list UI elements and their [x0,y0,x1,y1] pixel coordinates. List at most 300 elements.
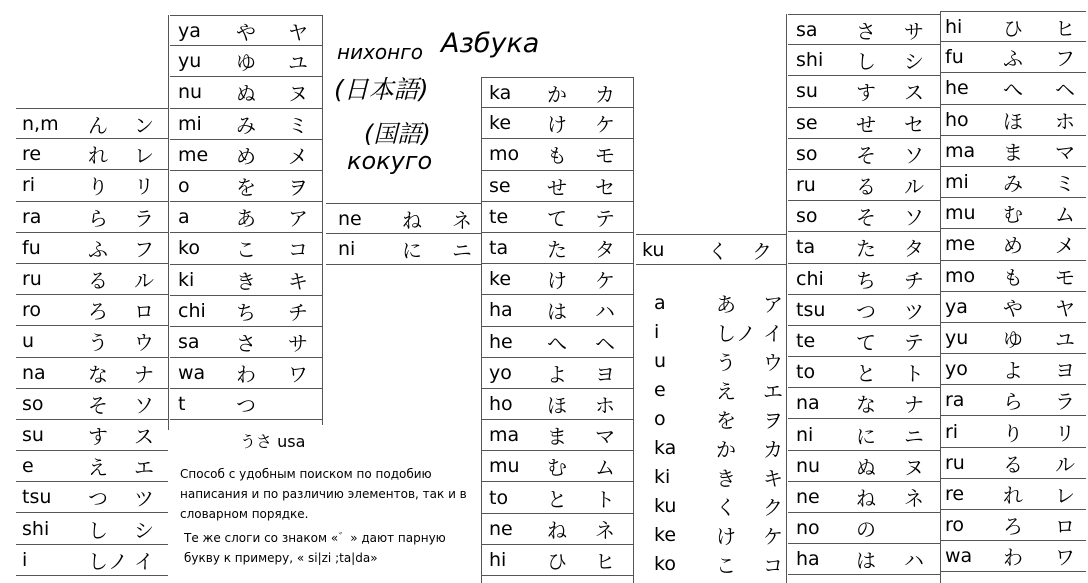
romaji-label: ra [22,205,42,228]
kana-row [941,261,1086,292]
katakana-glyph: キ [763,466,783,490]
hiragana-glyph: な [88,362,108,387]
katakana-glyph: ミ [1055,171,1075,196]
katakana-glyph: ス [904,80,924,105]
divider [633,77,634,583]
romaji-label: yu [945,326,969,349]
hiragana-glyph: む [547,455,567,480]
kana-row [941,385,1086,416]
hiragana-glyph: め [1003,233,1023,258]
hiragana-glyph: あ [716,292,736,316]
katakana-glyph: リ [1055,421,1075,446]
romaji-label: ki [654,465,671,488]
hiragana-glyph: き [236,269,256,294]
katakana-glyph: ヤ [288,20,308,45]
katakana-glyph: レ [134,143,154,168]
hiragana-glyph: る [88,268,108,293]
kana-column-2 [170,15,322,420]
hiragana-glyph: た [856,236,876,261]
title-kokugo-jp: (国語) [364,120,431,148]
kana-row [788,170,940,201]
hiragana-glyph: れ [1003,483,1023,508]
kana-row [636,317,786,346]
hiragana-glyph: つ [856,299,876,324]
title-nihongo-ru: нихонго [337,40,423,64]
hiragana-glyph: や [236,20,256,45]
kana-row [788,108,940,139]
romaji-label: ka [489,81,512,104]
katakana-glyph: ネ [904,486,924,511]
romaji-label: se [489,174,511,197]
katakana-glyph: ワ [288,362,308,387]
kana-row [941,323,1086,354]
romaji-label: t [178,393,186,416]
kana-row [16,545,168,576]
hiragana-glyph: を [236,175,256,200]
kana-row [636,491,786,520]
kana-row [16,389,168,420]
katakana-glyph: ウ [763,350,783,374]
romaji-label: i [22,548,28,571]
kana-row [481,327,633,358]
hiragana-glyph: は [547,299,567,324]
hiragana-glyph: よ [547,362,567,387]
katakana-glyph: ケ [763,524,783,548]
hiragana-glyph: み [1003,171,1023,196]
kana-row [788,544,940,575]
katakana-glyph: ラ [1055,389,1075,414]
katakana-glyph: タ [595,237,615,262]
kana-row [170,265,322,296]
katakana-glyph: ホ [1055,109,1075,134]
romaji-label: hi [489,548,507,571]
hiragana-glyph: え [88,455,108,480]
hiragana-glyph: も [547,143,567,168]
katakana-glyph: マ [1055,140,1075,165]
katakana-glyph: ク [752,239,772,264]
romaji-label: ne [338,207,362,230]
kana-row [481,358,633,389]
romaji-label: to [796,361,816,384]
kana-row [16,202,168,233]
romaji-label: mi [178,112,202,135]
hiragana-glyph: る [1003,452,1023,477]
kana-row [788,201,940,232]
katakana-glyph: メ [288,144,308,169]
kana-row [481,202,633,233]
romaji-label: te [489,205,509,228]
katakana-glyph: ツ [904,299,924,324]
hiragana-glyph: ふ [88,237,108,262]
katakana-glyph: エ [763,379,783,403]
romaji-label: to [489,486,509,509]
katakana-glyph: ヒ [595,549,615,574]
kana-row [636,346,786,375]
katakana-glyph: ル [1055,452,1075,477]
katakana-glyph: モ [1055,265,1075,290]
katakana-glyph: ユ [1055,327,1075,352]
kana-row [170,46,322,77]
romaji-label: mo [489,143,520,166]
romaji-label: u [22,330,35,353]
katakana-glyph: ム [1055,202,1075,227]
kana-row [481,389,633,420]
katakana-glyph: タ [904,236,924,261]
romaji-label: sa [178,330,200,353]
hiragana-glyph: そ [856,143,876,168]
kana-row [16,139,168,170]
note-text: Способ с удобным поиском по подобию написания и по различию элементов, так и в словарном порядке. [180,467,467,521]
hiragana-glyph: も [1003,265,1023,290]
katakana-glyph: ヌ [904,455,924,480]
hiragana-glyph: し [88,518,108,543]
katakana-glyph: ホ [595,393,615,418]
kana-row [481,264,633,295]
hiragana-glyph: れ [88,143,108,168]
kana-row [326,203,481,234]
hiragana-glyph: か [547,82,567,107]
romaji-label: e [22,455,34,478]
hiragana-glyph: わ [1003,545,1023,570]
katakana-glyph: ヘ [595,331,615,356]
hiragana-glyph: こ [236,237,256,262]
kana-row [16,233,168,264]
kana-row [481,108,633,139]
romaji-label: so [22,392,44,415]
hiragana-glyph: しノ [88,549,128,574]
katakana-glyph: モ [595,143,615,168]
katakana-glyph: ハ [904,548,924,573]
romaji-label: ya [178,19,201,42]
romaji-label: ho [489,392,513,415]
kana-row [16,326,168,357]
kana-row [170,327,322,358]
romaji-label: ri [22,174,36,197]
romaji-label: mu [489,455,520,478]
kana-row [170,171,322,202]
hiragana-glyph: せ [547,175,567,200]
romaji-label: wa [945,545,973,568]
kana-row [941,198,1086,229]
katakana-glyph: ア [763,292,783,316]
romaji-label: shi [796,49,824,72]
kana-row [16,358,168,389]
romaji-label: fu [945,46,964,69]
katakana-glyph: カ [595,82,615,107]
katakana-glyph: サ [288,331,308,356]
kana-row [16,108,168,139]
katakana-glyph: ソ [134,393,154,418]
katakana-glyph: ハ [595,299,615,324]
hiragana-glyph: ゆ [1003,327,1023,352]
hiragana-glyph: り [1003,421,1023,446]
romaji-label: tsu [796,298,826,321]
katakana-glyph: ク [763,495,783,519]
hiragana-glyph: か [716,437,736,461]
hiragana-glyph: う [716,350,736,374]
katakana-glyph: ヨ [595,362,615,387]
kana-row [788,45,940,76]
hiragana-glyph: こ [716,553,736,577]
katakana-glyph: ユ [288,50,308,75]
katakana-glyph: ミ [288,113,308,138]
romaji-label: ru [945,451,965,474]
kana-row [326,234,481,265]
katakana-glyph: フ [134,237,154,262]
katakana-glyph: セ [595,175,615,200]
kana-row [481,482,633,513]
romaji-label: ko [654,552,676,575]
kana-row [170,296,322,327]
romaji-label: ta [489,237,509,260]
hiragana-glyph: しノ [716,321,756,345]
kana-row [170,109,322,140]
romaji-label: mo [945,264,976,287]
kana-row [636,520,786,549]
romaji-label: su [22,423,44,446]
romaji-label: he [945,77,969,100]
kana-row [481,171,633,202]
hiragana-glyph: け [716,524,736,548]
katakana-glyph: ネ [595,518,615,543]
hiragana-glyph: す [856,80,876,105]
romaji-label: nu [178,81,203,104]
kana-row [788,14,940,45]
romaji-label: mu [945,202,976,225]
katakana-glyph: ム [595,455,615,480]
hiragana-glyph: や [1003,296,1023,321]
romaji-label: ne [796,485,820,508]
kana-row [941,73,1086,104]
katakana-glyph: ケ [595,268,615,293]
hiragana-glyph: る [856,174,876,199]
romaji-label: a [178,206,190,229]
hiragana-glyph: け [547,268,567,293]
divider [322,15,323,425]
romaji-label: ha [489,299,513,322]
katakana-glyph: ア [288,206,308,231]
romaji-label: te [796,329,816,352]
note-text-2: Те же слоги со знаком «゛» дают парную букву к примеру, « si|zi ;ta|da» [184,531,446,565]
romaji-label: ko [178,237,200,260]
katakana-glyph: テ [595,206,615,231]
kana-row [16,295,168,326]
katakana-glyph: ヨ [1055,358,1075,383]
hiragana-glyph: へ [547,331,567,356]
kana-row [16,482,168,513]
katakana-glyph: ニ [904,424,924,449]
katakana-glyph: リ [134,174,154,199]
katakana-glyph: ヲ [763,408,783,432]
katakana-glyph: イ [763,321,783,345]
hiragana-glyph: く [708,239,728,264]
katakana-glyph: セ [904,112,924,137]
kana-row [481,139,633,170]
katakana-glyph: ヘ [1055,77,1075,102]
kana-row [481,545,633,576]
hiragana-glyph: つ [88,486,108,511]
romaji-label: a [654,291,666,314]
romaji-label: re [22,143,42,166]
title-nihongo-jp: (日本語) [334,75,429,104]
hiragana-glyph: の [856,517,876,542]
hiragana-glyph: む [1003,202,1023,227]
kana-row [170,389,322,420]
kana-row [941,541,1086,572]
romaji-label: ni [796,423,814,446]
kana-row [481,295,633,326]
romaji-label: nu [796,454,821,477]
kana-row [170,358,322,389]
romaji-label: shi [22,517,50,540]
hiragana-glyph: ろ [1003,514,1023,539]
kana-row [941,136,1086,167]
kana-row [941,105,1086,136]
katakana-glyph: ル [134,268,154,293]
romaji-label: ni [338,238,356,261]
hiragana-glyph: ほ [1003,109,1023,134]
kana-row [636,404,786,433]
hiragana-glyph: え [716,379,736,403]
katakana-glyph: ル [904,174,924,199]
romaji-label: ki [178,268,195,291]
katakana-glyph: ラ [134,206,154,231]
katakana-glyph: ス [134,424,154,449]
kana-column-3 [326,203,481,265]
hiragana-glyph: ぬ [856,455,876,480]
katakana-glyph: レ [1055,483,1075,508]
kana-row [16,170,168,201]
romaji-label: na [22,361,46,384]
hiragana-glyph: は [856,548,876,573]
katakana-glyph: ナ [134,362,154,387]
kana-row [788,482,940,513]
hiragana-glyph: つ [236,393,256,418]
hiragana-glyph: さ [236,331,256,356]
romaji-label: he [489,330,513,353]
hiragana-glyph: ひ [547,549,567,574]
katakana-glyph: ヤ [1055,296,1075,321]
romaji-label: ma [489,424,520,447]
katakana-glyph: チ [288,300,308,325]
romaji-label: ri [945,420,959,443]
kana-column-5 [636,234,786,265]
katakana-glyph: キ [288,269,308,294]
kana-row [788,232,940,263]
katakana-glyph: ネ [452,208,472,233]
kana-row [941,479,1086,510]
katakana-glyph: サ [904,19,924,44]
katakana-glyph: ヒ [1055,16,1075,41]
kana-row [481,514,633,545]
hiragana-glyph: う [88,330,108,355]
romaji-label: ma [945,139,976,162]
usa-label: うさ usa [240,432,306,451]
katakana-glyph: ツ [134,486,154,511]
romaji-label: me [945,233,976,256]
romaji-label: yo [945,358,968,381]
romaji-label: u [654,349,667,372]
romaji-label: sa [796,18,818,41]
romaji-label: na [796,392,820,415]
romaji-label: ku [654,494,677,517]
romaji-label: ho [945,108,969,131]
kana-row [941,167,1086,198]
hiragana-glyph: そ [856,205,876,230]
katakana-glyph: ヲ [288,175,308,200]
kana-row [941,292,1086,323]
romaji-label: so [796,205,818,228]
katakana-glyph: ト [904,361,924,386]
katakana-glyph: ン [134,113,154,138]
kana-row [788,76,940,107]
kana-column-6 [788,14,940,575]
romaji-label: su [796,80,818,103]
hiragana-glyph: し [856,49,876,74]
hiragana-glyph: ふ [1003,46,1023,71]
katakana-glyph: ヌ [288,81,308,106]
hiragana-glyph: け [547,112,567,137]
katakana-glyph: エ [134,455,154,480]
kana-column-1 [16,108,168,576]
romaji-label: ka [654,436,677,459]
romaji-label: i [654,320,660,343]
romaji-label: ke [654,523,677,546]
hiragana-glyph: ま [1003,140,1023,165]
romaji-label: ya [945,295,968,318]
kana-row [16,420,168,451]
romaji-label: ne [489,517,513,540]
romaji-label: ta [796,236,816,259]
hiragana-glyph: ち [236,300,256,325]
divider [786,14,787,583]
katakana-glyph: ロ [134,299,154,324]
katakana-glyph: ソ [904,205,924,230]
kana-row [788,139,940,170]
hiragana-glyph: て [547,206,567,231]
kana-row [941,42,1086,73]
kana-row [941,510,1086,541]
hiragana-glyph: き [716,466,736,490]
kana-row [941,354,1086,385]
katakana-glyph: ナ [904,392,924,417]
kana-row [170,77,322,108]
romaji-label: ku [642,238,665,261]
kana-column-5b [636,288,786,578]
katakana-glyph: チ [904,268,924,293]
kana-row [481,451,633,482]
katakana-glyph: ト [595,487,615,512]
romaji-label: chi [796,267,824,290]
kana-row [170,140,322,171]
kana-row [16,264,168,295]
divider [481,77,482,583]
hiragana-glyph: ま [547,424,567,449]
hiragana-glyph: せ [856,112,876,137]
kana-row [636,433,786,462]
hiragana-glyph: ぬ [236,81,256,106]
katakana-glyph: シ [904,49,924,74]
kana-row [788,419,940,450]
kana-row [788,388,940,419]
hiragana-glyph: わ [236,362,256,387]
hiragana-glyph: み [236,113,256,138]
hiragana-glyph: へ [1003,77,1023,102]
kana-column-4 [481,77,633,576]
romaji-label: chi [178,299,206,322]
kana-row [636,462,786,491]
katakana-glyph: フ [1055,46,1075,71]
